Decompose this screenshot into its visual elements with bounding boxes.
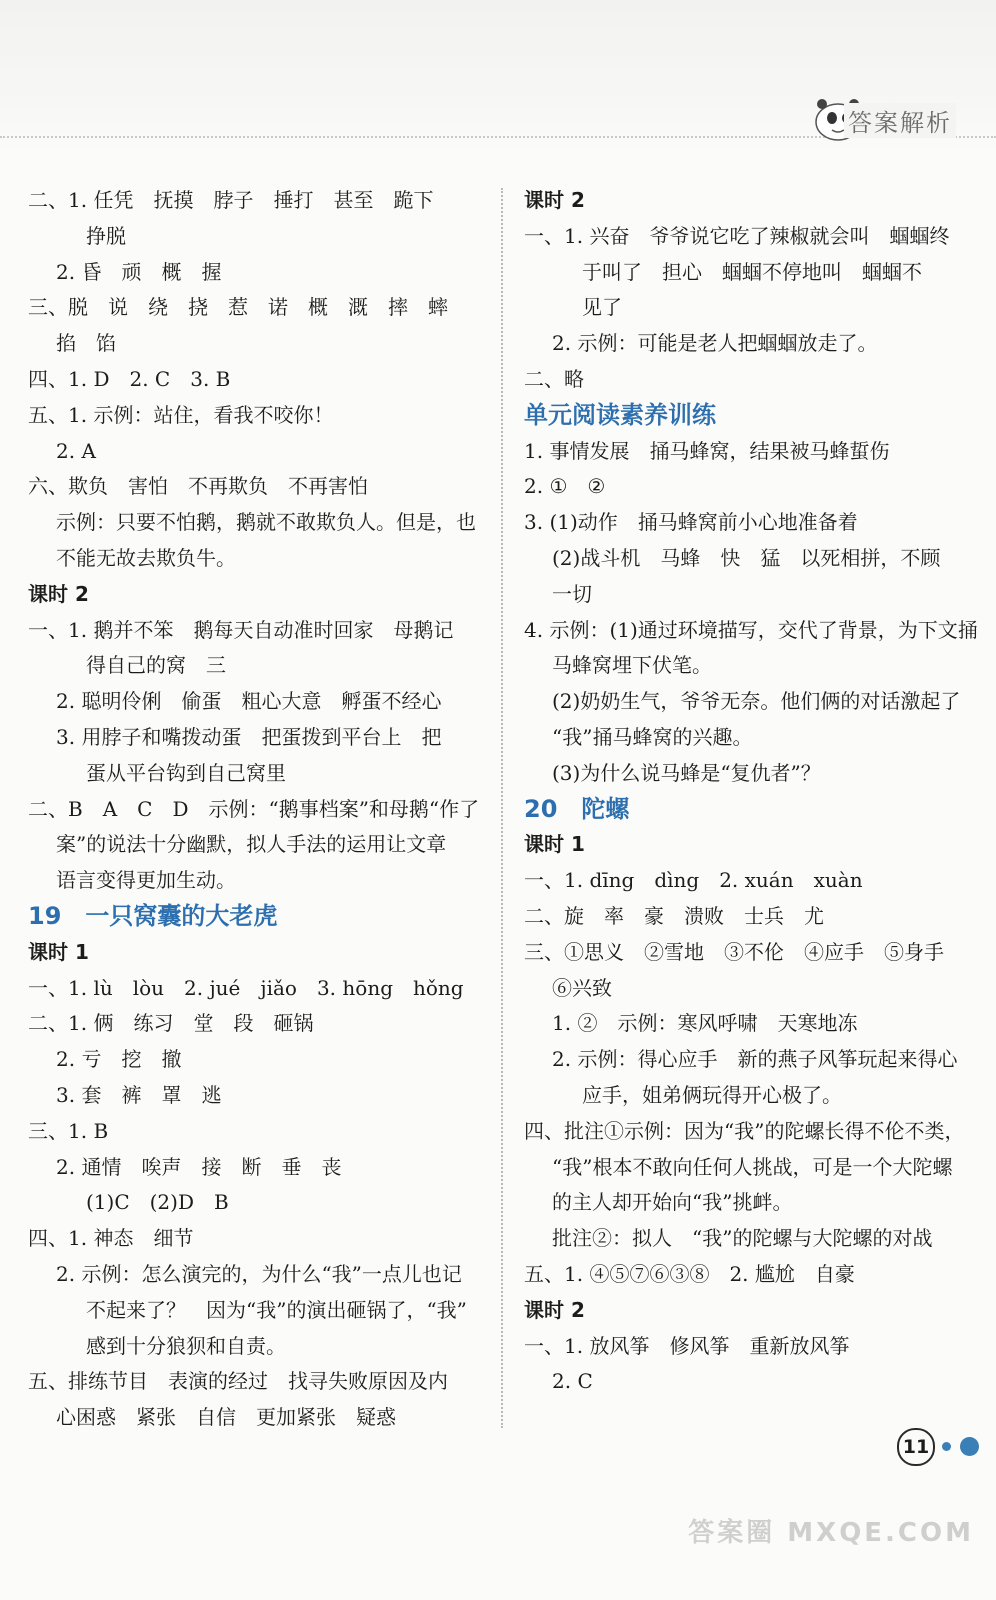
answer-line: (3)为什么说马蜂是“复仇者”？	[552, 760, 821, 785]
answer-line: 3. 套 裤 罩 逃	[56, 1082, 222, 1107]
answer-line: 二、1. 任凭 抚摸 脖子 捶打 甚至 跪下	[28, 188, 434, 212]
answer-line: 一、1. lù lòu 2. jué jiǎo 3. hōng hǒng	[28, 975, 464, 1000]
answer-line: 二、B A C D 示例：“鹅事档案”和母鹅“作了	[28, 796, 480, 821]
answer-line: 2. ① ②	[524, 474, 606, 499]
watermark: 答案圈 MXQE.COM	[688, 1518, 974, 1548]
answer-line: 一、1. 鹅并不笨 鹅每天自动准时回家 母鹅记	[28, 617, 454, 642]
answer-line: 四、1. D 2. C 3. B	[28, 366, 231, 391]
answer-line: 三、1. B	[28, 1118, 109, 1143]
answer-line: 挣脱	[86, 223, 126, 248]
answer-line: (2)奶奶生气，爷爷无奈。他们俩的对话激起了	[552, 689, 961, 714]
answer-line: 1. 事情发展 捅马蜂窝，结果被马蜂蜇伤	[524, 438, 890, 463]
answer-line: 感到十分狼狈和自责。	[86, 1333, 286, 1358]
answer-line: 五、排练节目 表演的经过 找寻失败原因及内	[28, 1369, 448, 1394]
answer-line: 2. A	[56, 438, 96, 463]
answer-line: 五、1. 示例：站住，看我不咬你！	[28, 402, 334, 427]
answer-line: 马蜂窝埋下伏笔。	[552, 653, 712, 678]
answer-line: 心困惑 紧张 自信 更加紧张 疑惑	[56, 1405, 396, 1430]
answer-line: 3. (1)动作 捅马蜂窝前小心地准备着	[524, 510, 858, 535]
answer-line: 二、1. 俩 练习 堂 段 砸锅	[28, 1011, 314, 1036]
lesson-heading: 课时 2	[524, 188, 585, 212]
answer-line: 六、欺负 害怕 不再欺负 不再害怕	[28, 474, 368, 499]
lesson-heading: 课时 2	[28, 581, 89, 606]
answer-line: 不起来了？ 因为“我”的演出砸锅了，“我”	[86, 1297, 467, 1322]
answer-line: 一切	[552, 581, 592, 606]
answer-line: 一、1. 兴奋 爷爷说它吃了辣椒就会叫 蝈蝈终	[524, 223, 950, 248]
answer-line: 1. ② 示例：寒风呼啸 天寒地冻	[552, 1011, 858, 1036]
answer-line: 二、略	[524, 366, 584, 391]
answer-line: 批注②：拟人 “我”的陀螺与大陀螺的对战	[552, 1226, 933, 1251]
answer-line: 2. C	[552, 1369, 593, 1394]
answer-line: 2. 昏 顽 概 握	[56, 259, 222, 284]
answer-line: (1)C (2)D B	[86, 1190, 229, 1215]
lesson-heading: 课时 2	[524, 1297, 585, 1322]
answer-line: 三、脱 说 绕 挠 惹 诺 概 溉 摔 蟀	[28, 295, 448, 320]
answer-line: 2. 通情 唉声 接 断 垂 丧	[56, 1154, 342, 1179]
answer-line: 2. 亏 挖 撤	[56, 1047, 182, 1072]
answer-line: (2)战斗机 马蜂 快 猛 以死相拼，不顾	[552, 545, 941, 570]
answer-line: 示例：只要不怕鹅，鹅就不敢欺负人。但是，也	[56, 510, 476, 535]
decor-dot-large	[960, 1437, 979, 1456]
right-column	[524, 183, 984, 1400]
answer-line: 五、1. ④⑤⑦⑥③⑧ 2. 尴尬 自豪	[524, 1261, 855, 1286]
answer-line: 一、1. 放风筝 修风筝 重新放风筝	[524, 1333, 850, 1358]
answer-line: 案”的说法十分幽默，拟人手法的运用让文章	[56, 832, 447, 857]
answer-line: 于叫了 担心 蝈蝈不停地叫 蝈蝈不	[582, 259, 922, 284]
column-divider	[501, 188, 503, 1428]
decor-dot-small	[942, 1442, 951, 1451]
section-heading: 19 一只窝囊的大老虎	[28, 901, 278, 930]
answer-line: 四、1. 神态 细节	[28, 1226, 194, 1251]
lesson-heading: 课时 1	[28, 939, 89, 964]
answer-line: 2. 示例：得心应手 新的燕子风筝玩起来得心	[552, 1047, 958, 1072]
answer-line: 三、①思义 ②雪地 ③不伦 ④应手 ⑤身手	[524, 939, 944, 964]
answer-line: “我”捅马蜂窝的兴趣。	[552, 724, 753, 749]
answer-line: 蛋从平台钩到自己窝里	[86, 760, 286, 785]
answer-line: 语言变得更加生动。	[56, 868, 236, 893]
section-heading: 20 陀螺	[524, 794, 630, 823]
answer-line: 2. 聪明伶俐 偷蛋 粗心大意 孵蛋不经心	[56, 689, 442, 714]
answer-line: “我”根本不敢向任何人挑战，可是一个大陀螺	[552, 1154, 953, 1179]
answer-line: 见了	[582, 295, 622, 320]
answer-line: 2. 示例：怎么演完的，为什么“我”一点儿也记	[56, 1261, 462, 1286]
answer-line: 一、1. dīng dìng 2. xuán xuàn	[524, 868, 863, 893]
section-heading: 单元阅读素养训练	[524, 400, 716, 429]
page-number: 11	[897, 1428, 935, 1466]
answer-line: 二、旋 率 豪 溃败 士兵 尤	[524, 903, 824, 928]
answer-line: 2. 示例：可能是老人把蝈蝈放走了。	[552, 331, 878, 356]
answer-line: 掐 馅	[56, 331, 116, 356]
answer-line: 的主人却开始向“我”挑衅。	[552, 1190, 793, 1215]
answer-line: 应手，姐弟俩玩得开心极了。	[582, 1082, 842, 1107]
answer-line: 四、批注①示例：因为“我”的陀螺长得不伦不类，	[524, 1118, 965, 1143]
page-header-title: 答案解析	[844, 103, 956, 138]
answer-line: 得自己的窝 三	[86, 653, 226, 678]
lesson-heading: 课时 1	[524, 832, 585, 857]
answer-line: 不能无故去欺负牛。	[56, 545, 236, 570]
answer-line: 3. 用脖子和嘴拨动蛋 把蛋拨到平台上 把	[56, 724, 442, 749]
answer-line: 4. 示例：(1)通过环境描写，交代了背景，为下文捅	[524, 617, 978, 642]
left-column	[28, 183, 488, 1436]
answer-line: ⑥兴致	[552, 975, 612, 1000]
